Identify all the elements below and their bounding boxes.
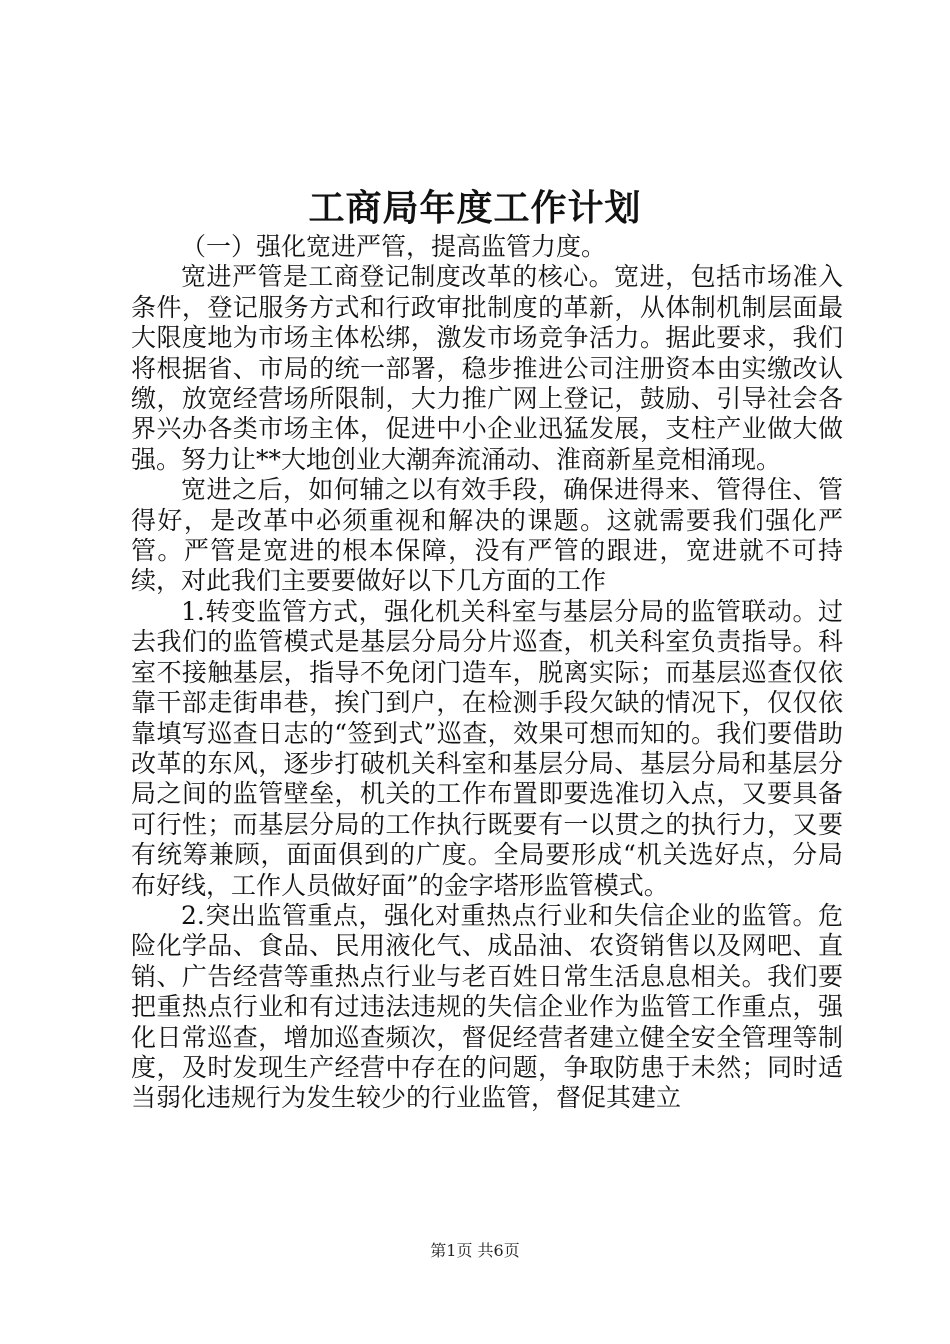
page-number: 第1页 共6页 bbox=[430, 1241, 520, 1260]
paragraph: 宽进之后，如何辅之以有效手段，确保进得来、管得住、管得好，是改革中必须重视和解决的课题。这就需要我们强化严管。严管是宽进的根本保障，没有严管的跟进，宽进就不可持续，对此我们主要要做好以下几方面的工作 bbox=[131, 475, 843, 596]
paragraph: 宽进严管是工商登记制度改革的核心。宽进，包括市场准入条件，登记服务方式和行政审批制度的革新，从体制机制层面最大限度地为市场主体松绑，激发市场竞争活力。据此要求，我们将根据省、市局的统一部署，稳步推进公司注册资本由实缴改认缴，放宽经营场所限制，大力推广网上登记，鼓励、引导社会各界兴办各类市场主体，促进中小企业迅猛发展，支柱产业做大做强。努力让**大地创业大潮奔流涌动、淮商新星竞相涌现。 bbox=[131, 262, 843, 474]
section-heading: （一）强化宽进严管，提高监管力度。 bbox=[181, 232, 607, 261]
document-title: 工商局年度工作计划 bbox=[308, 187, 642, 229]
paragraph: 1.转变监管方式，强化机关科室与基层分局的监管联动。过去我们的监管模式是基层分局分片巡查，机关科室负责指导。科室不接触基层，指导不免闭门造车，脱离实际；而基层巡查仅依靠干部走街串巷，挨门到户，在检测手段欠缺的情况下，仅仅依靠填写巡查日志的“签到式”巡查，效果可想而知的。我们要借助改革的东风，逐步打破机关科室和基层分局、基层分局和基层分局之间的监管壁垒，机关的工作布置即要选准切入点，又要具备可行性；而基层分局的工作执行既要有一以贯之的执行力，又要有统筹兼顾，面面俱到的广度。全局要形成“机关选好点，分局布好线，工作人员做好面”的金字塔形监管模式。 bbox=[131, 596, 843, 900]
paragraph: 2.突出监管重点，强化对重热点行业和失信企业的监管。危险化学品、食品、民用液化气、成品油、农资销售以及网吧、直销、广告经营等重热点行业与老百姓日常生活息息相关。我们要把重热点行业和有过违法违规的失信企业作为监管工作重点，强化日常巡查，增加巡查频次，督促经营者建立健全安全管理等制度，及时发现生产经营中存在的问题，争取防患于未然；同时适当弱化违规行为发生较少的行业监管，督促其建立 bbox=[131, 900, 843, 1113]
document-body bbox=[131, 232, 843, 1114]
